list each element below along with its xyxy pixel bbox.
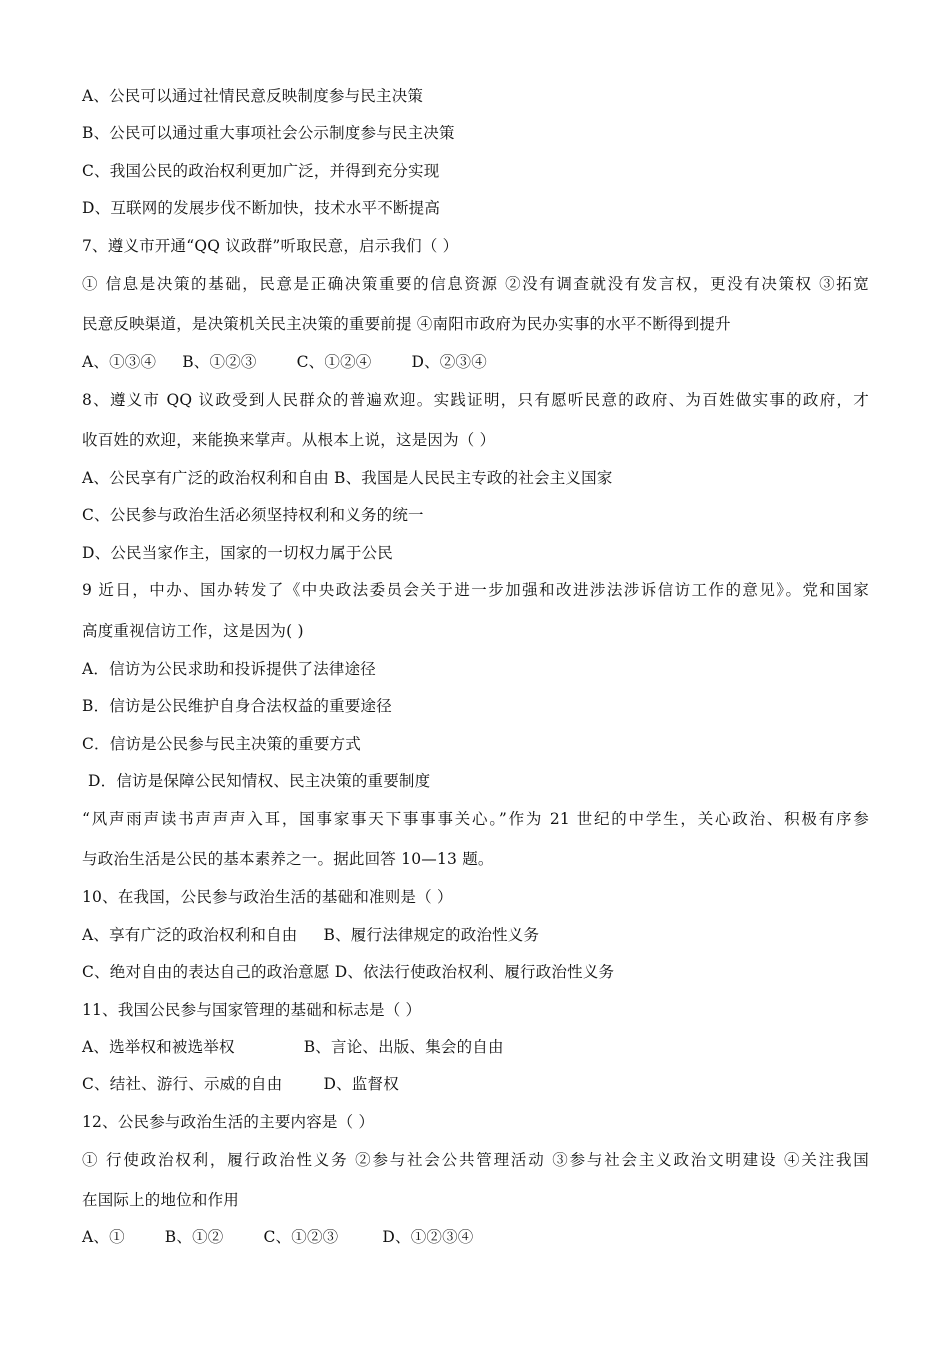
q12-option-a: A、①: [82, 1228, 125, 1246]
q7-stem: 7、遵义市开通“QQ 议政群”听取民意，启示我们（ ）: [82, 237, 459, 255]
q6-option-d: D、互联网的发展步伐不断加快，技术水平不断提高: [82, 199, 441, 217]
q12-statements-line2: 在国际上的地位和作用: [82, 1191, 240, 1209]
q9-option-a: A．信访为公民求助和投诉提供了法律途径: [82, 660, 376, 678]
q11-option-a: A、选举权和被选举权: [82, 1038, 235, 1056]
q11-option-b: B、言论、出版、集会的自由: [303, 1038, 504, 1056]
q7-options: [82, 352, 487, 372]
q12-option-b: B、①②: [164, 1228, 224, 1246]
q10-options-cd: C、绝对自由的表达自己的政治意愿 D、依法行使政治权利、履行政治性义务: [82, 963, 615, 981]
q7-option-d: D、②③④: [411, 353, 487, 371]
q11-option-d: D、监督权: [323, 1075, 399, 1093]
q7-statements-line2: 民意反映渠道，是决策机关民主决策的重要前提 ④南阳市政府为民办实事的水平不断得到提升: [82, 315, 731, 333]
q9-option-c: C．信访是公民参与民主决策的重要方式: [82, 735, 361, 753]
q11-options-ab: [82, 1037, 504, 1057]
passage-line2: 与政治生活是公民的基本素养之一。据此回答 10—13 题。: [82, 850, 494, 868]
q10-options-ab: [82, 925, 539, 945]
q11-option-c: C、结社、游行、示威的自由: [82, 1075, 283, 1093]
q12-options: [82, 1227, 474, 1247]
q7-option-a: A、①③④: [82, 353, 157, 371]
q12-option-c: C、①②③: [263, 1228, 339, 1246]
q7-statements-line1: ① 信息是决策的基础，民意是正确决策重要的信息资源 ②没有调查就没有发言权，更没有决策权 ③拓宽: [82, 275, 869, 293]
q6-option-c: C、我国公民的政治权利更加广泛，并得到充分实现: [82, 162, 440, 180]
q9-stem-line1: 9 近日，中办、国办转发了《中央政法委员会关于进一步加强和改进涉法涉诉信访工作的意见》。党和国家: [82, 581, 869, 599]
q7-option-b: B、①②③: [182, 353, 257, 371]
q8-stem-line2: 收百姓的欢迎，来能换来掌声。从根本上说，这是因为（ ）: [82, 431, 496, 449]
q12-stem: 12、公民参与政治生活的主要内容是（ ）: [82, 1113, 375, 1131]
q6-option-b: B、公民可以通过重大事项社会公示制度参与民主决策: [82, 124, 455, 142]
q9-option-d: D．信访是保障公民知情权、民主决策的重要制度: [88, 772, 431, 790]
q8-stem-line1: 8、遵义市 QQ 议政受到人民群众的普遍欢迎。实践证明，只有愿听民意的政府、为百姓做实事的政府，才: [82, 391, 869, 409]
q10-stem: 10、在我国，公民参与政治生活的基础和准则是（ ）: [82, 888, 453, 906]
q7-option-c: C、①②④: [296, 353, 372, 371]
q12-option-d: D、①②③④: [382, 1228, 474, 1246]
q12-statements-line1: ① 行使政治权利，履行政治性义务 ②参与社会公共管理活动 ③参与社会主义政治文明建设 ④关注我国: [82, 1151, 869, 1169]
q11-options-cd: [82, 1074, 399, 1094]
q8-option-d: D、公民当家作主，国家的一切权力属于公民: [82, 544, 393, 562]
passage-line1: “风声雨声读书声声声入耳，国事家事天下事事事关心。”作为 21 世纪的中学生，关心政治、积极有序参: [82, 810, 869, 828]
q10-option-a: A、享有广泛的政治权利和自由: [82, 926, 298, 944]
q11-stem: 11、我国公民参与国家管理的基础和标志是（ ）: [82, 1001, 422, 1019]
q9-stem-line2: 高度重视信访工作，这是因为( ): [82, 622, 304, 640]
q9-option-b: B．信访是公民维护自身合法权益的重要途径: [82, 697, 392, 715]
q10-option-b: B、履行法律规定的政治性义务: [323, 926, 540, 944]
q8-options-ab: A、公民享有广泛的政治权利和自由 B、我国是人民民主专政的社会主义国家: [82, 469, 613, 487]
q8-option-c: C、公民参与政治生活必须坚持权利和义务的统一: [82, 506, 424, 524]
q6-option-a: A、公民可以通过社情民意反映制度参与民主决策: [82, 87, 424, 105]
